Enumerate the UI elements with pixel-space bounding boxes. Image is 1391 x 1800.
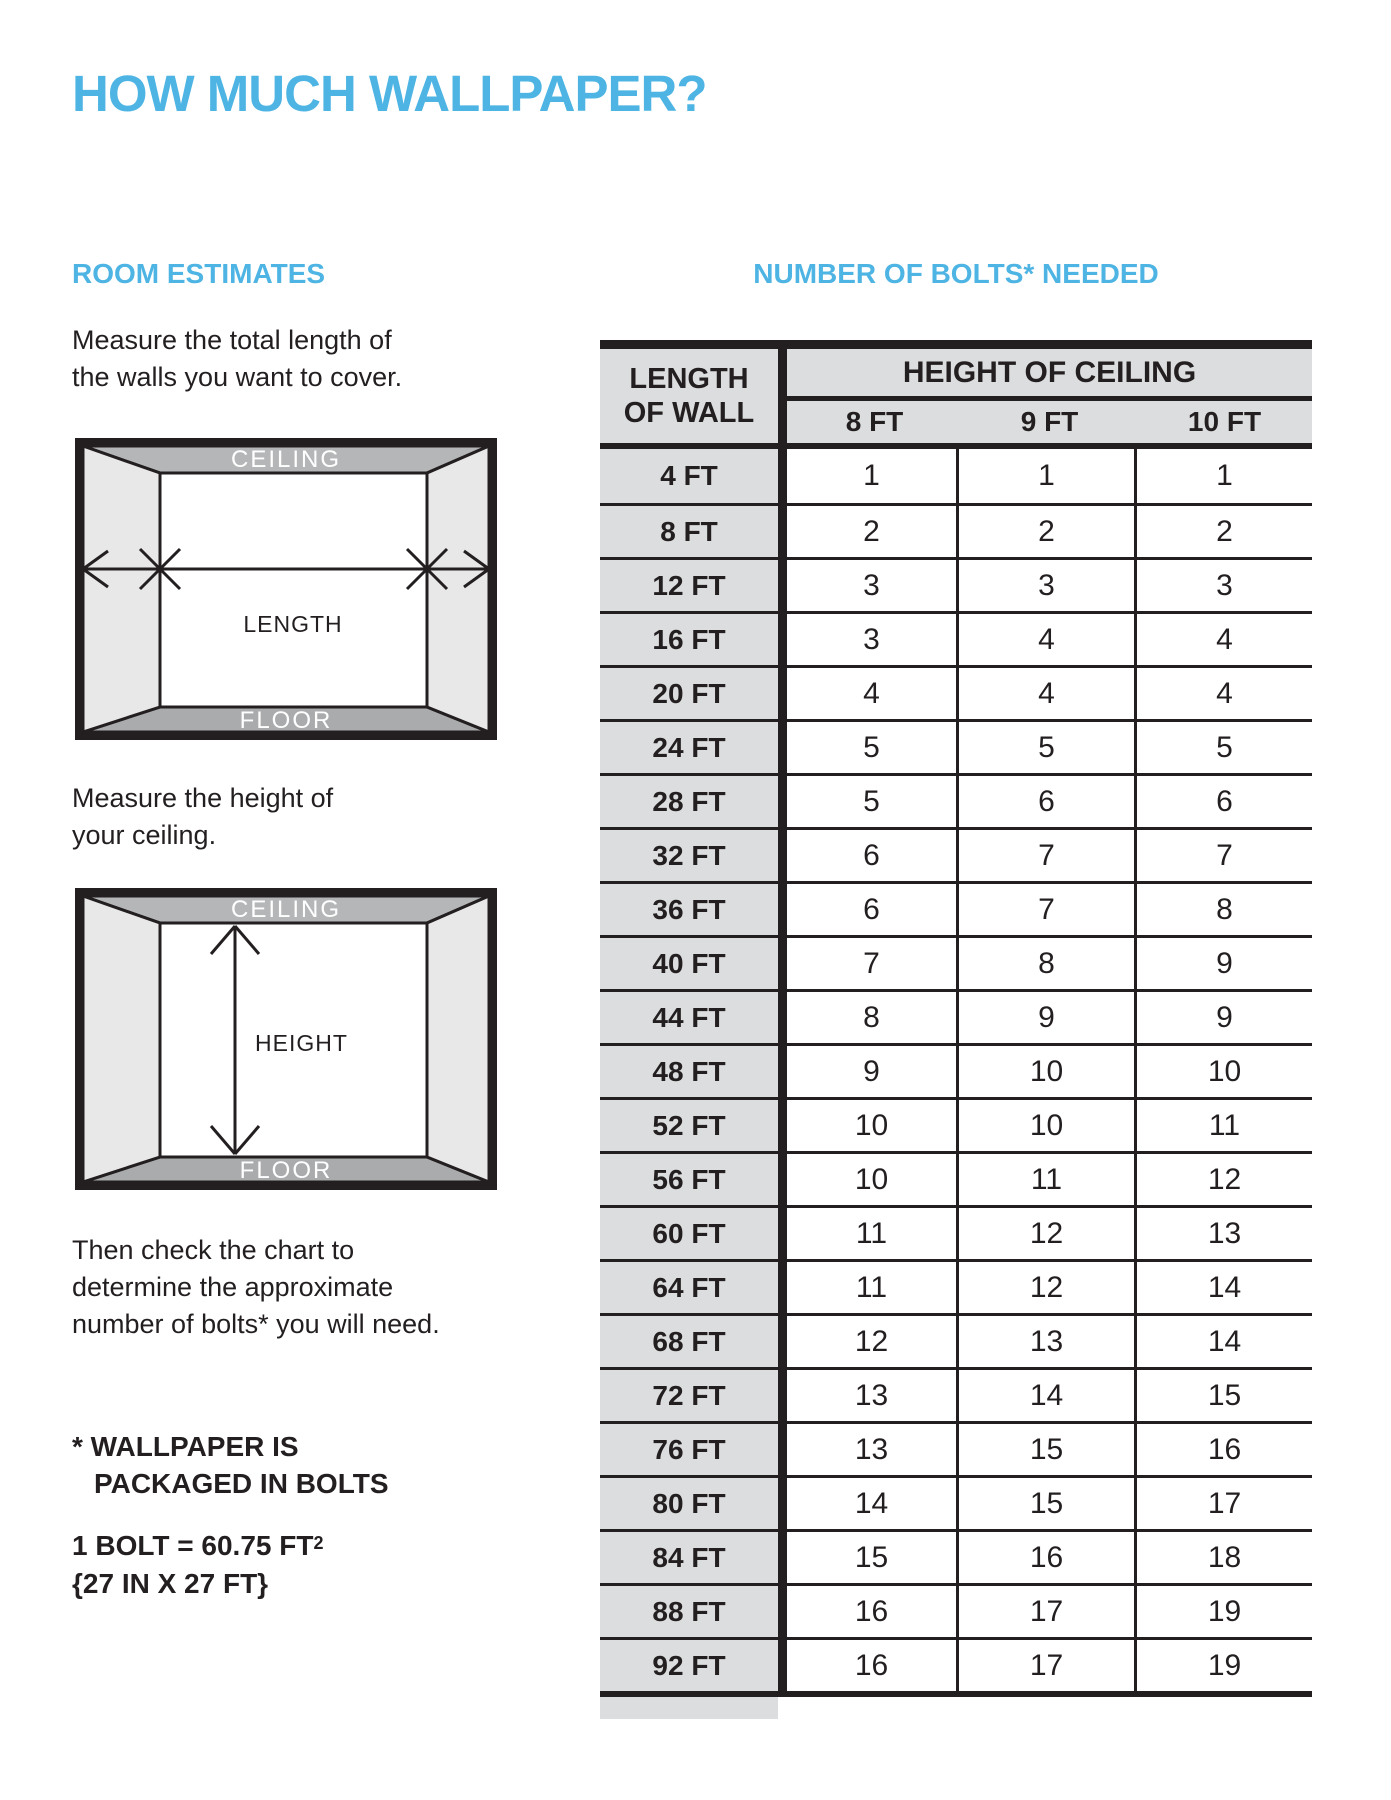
bolt-count-cell: 8 xyxy=(778,992,956,1043)
bolt-count-cell: 6 xyxy=(1134,776,1312,827)
bolt-count-cell: 7 xyxy=(1134,830,1312,881)
wall-length-cell: 68 FT xyxy=(600,1316,778,1367)
table-row xyxy=(600,1529,1312,1583)
right-wall-panel xyxy=(427,446,489,732)
bolts-table xyxy=(600,340,1312,1719)
column-header-9ft: 9 FT xyxy=(1020,406,1079,437)
table-row xyxy=(600,719,1312,773)
text-line: Measure the total length of xyxy=(72,325,392,355)
bolt-size-line xyxy=(72,1524,323,1565)
table-row xyxy=(600,1151,1312,1205)
bolt-count-cell: 16 xyxy=(1134,1424,1312,1475)
text-line: determine the approximate xyxy=(72,1272,394,1302)
table-row xyxy=(600,449,1312,503)
bolt-count-cell: 6 xyxy=(778,884,956,935)
room-height-diagram xyxy=(75,888,497,1190)
table-row xyxy=(600,1313,1312,1367)
bolt-count-cell: 3 xyxy=(778,560,956,611)
bolt-count-cell: 7 xyxy=(778,938,956,989)
bolt-count-cell: 7 xyxy=(956,884,1134,935)
wall-length-cell: 40 FT xyxy=(600,938,778,989)
wall-length-cell: 8 FT xyxy=(600,506,778,557)
text-line: number of bolts* you will need. xyxy=(72,1309,440,1339)
ceiling-label: CEILING xyxy=(230,446,342,473)
text-line: PACKAGED IN BOLTS xyxy=(94,1468,389,1499)
text-line: Measure the height of xyxy=(72,783,334,813)
wall-length-cell: 16 FT xyxy=(600,614,778,665)
wall-length-cell: 56 FT xyxy=(600,1154,778,1205)
bolt-count-cell: 18 xyxy=(1134,1532,1312,1583)
wall-length-cell: 92 FT xyxy=(600,1640,778,1691)
wall-length-cell: 88 FT xyxy=(600,1586,778,1637)
table-row xyxy=(600,557,1312,611)
bolt-count-cell: 1 xyxy=(1134,449,1312,503)
header-line: OF WALL xyxy=(623,397,755,429)
bolt-count-cell: 16 xyxy=(956,1532,1134,1583)
table-row xyxy=(600,1259,1312,1313)
table-bottom-gray-strip xyxy=(600,1697,778,1719)
bolt-count-cell: 15 xyxy=(778,1532,956,1583)
page-title: HOW MUCH WALLPAPER? xyxy=(72,65,707,122)
bolt-count-cell: 13 xyxy=(1134,1208,1312,1259)
length-of-wall-header xyxy=(600,349,778,443)
ceiling-height-subheaders xyxy=(787,401,1312,443)
bolt-count-cell: 9 xyxy=(956,992,1134,1043)
table-row xyxy=(600,935,1312,989)
bolt-count-cell: 3 xyxy=(1134,560,1312,611)
table-row xyxy=(600,1097,1312,1151)
wall-length-cell: 60 FT xyxy=(600,1208,778,1259)
squared-superscript: 2 xyxy=(313,1533,324,1553)
bolt-count-cell: 19 xyxy=(1134,1586,1312,1637)
floor-label: FLOOR xyxy=(239,707,333,734)
text-line: Then check the chart to xyxy=(72,1235,355,1265)
left-wall-panel xyxy=(83,446,160,732)
bolt-count-cell: 12 xyxy=(1134,1154,1312,1205)
table-row xyxy=(600,1205,1312,1259)
bolt-count-cell: 8 xyxy=(956,938,1134,989)
bolt-count-cell: 13 xyxy=(956,1316,1134,1367)
bolt-equation xyxy=(72,1524,323,1603)
bolt-size-text: 1 BOLT = 60.75 FT xyxy=(72,1530,314,1561)
bolt-count-cell: 17 xyxy=(956,1586,1134,1637)
left-wall-panel xyxy=(83,896,160,1182)
bolt-count-cell: 10 xyxy=(778,1154,956,1205)
wall-length-cell: 4 FT xyxy=(600,449,778,503)
bolt-count-cell: 5 xyxy=(778,722,956,773)
room-length-diagram xyxy=(75,438,497,740)
bolt-count-cell: 4 xyxy=(1134,614,1312,665)
table-row xyxy=(600,1637,1312,1691)
table-row xyxy=(600,611,1312,665)
column-header-8ft: 8 FT xyxy=(845,406,904,437)
measure-height-paragraph xyxy=(72,780,333,854)
wall-length-cell: 72 FT xyxy=(600,1370,778,1421)
column-header-10ft: 10 FT xyxy=(1187,406,1262,437)
bolt-count-cell: 16 xyxy=(778,1640,956,1691)
bolt-count-cell: 6 xyxy=(778,830,956,881)
wall-length-cell: 84 FT xyxy=(600,1532,778,1583)
wall-length-cell: 32 FT xyxy=(600,830,778,881)
bolt-count-cell: 17 xyxy=(956,1640,1134,1691)
bolt-count-cell: 15 xyxy=(956,1478,1134,1529)
wall-length-cell: 24 FT xyxy=(600,722,778,773)
table-row xyxy=(600,1043,1312,1097)
bolt-count-cell: 11 xyxy=(1134,1100,1312,1151)
bolt-dimensions-line: {27 IN X 27 FT} xyxy=(72,1568,269,1599)
bolt-count-cell: 1 xyxy=(778,449,956,503)
wall-length-cell: 28 FT xyxy=(600,776,778,827)
wall-length-cell: 48 FT xyxy=(600,1046,778,1097)
table-row xyxy=(600,665,1312,719)
table-row xyxy=(600,773,1312,827)
bolt-count-cell: 10 xyxy=(956,1046,1134,1097)
bolt-count-cell: 14 xyxy=(1134,1262,1312,1313)
bolt-count-cell: 12 xyxy=(956,1208,1134,1259)
bolt-count-cell: 2 xyxy=(956,506,1134,557)
bolt-count-cell: 3 xyxy=(778,614,956,665)
table-header xyxy=(600,349,1312,449)
height-label: HEIGHT xyxy=(255,1030,348,1056)
check-chart-paragraph xyxy=(72,1232,440,1343)
bolt-count-cell: 11 xyxy=(778,1208,956,1259)
bolt-count-cell: 4 xyxy=(1134,668,1312,719)
bolt-count-cell: 13 xyxy=(778,1424,956,1475)
bolt-count-cell: 10 xyxy=(778,1100,956,1151)
bolt-count-cell: 4 xyxy=(778,668,956,719)
table-row xyxy=(600,989,1312,1043)
bolt-count-cell: 14 xyxy=(1134,1316,1312,1367)
wall-length-cell: 64 FT xyxy=(600,1262,778,1313)
bolt-count-cell: 14 xyxy=(956,1370,1134,1421)
table-row xyxy=(600,1367,1312,1421)
bolt-count-cell: 11 xyxy=(778,1262,956,1313)
bolt-count-cell: 5 xyxy=(1134,722,1312,773)
back-wall-panel xyxy=(160,473,427,707)
table-top-border xyxy=(600,340,1312,349)
bolt-count-cell: 16 xyxy=(778,1586,956,1637)
table-row xyxy=(600,1475,1312,1529)
wall-length-cell: 20 FT xyxy=(600,668,778,719)
bolts-needed-heading: NUMBER OF BOLTS* NEEDED xyxy=(753,258,1159,289)
text-line: * WALLPAPER IS xyxy=(72,1431,299,1462)
wall-length-cell: 12 FT xyxy=(600,560,778,611)
room-estimates-heading: ROOM ESTIMATES xyxy=(72,258,326,289)
bolt-count-cell: 15 xyxy=(956,1424,1134,1475)
right-wall-panel xyxy=(427,896,489,1182)
text-line: your ceiling. xyxy=(72,820,217,850)
bolt-count-cell: 10 xyxy=(956,1100,1134,1151)
bolt-count-cell: 9 xyxy=(778,1046,956,1097)
bolt-count-cell: 5 xyxy=(778,776,956,827)
bolt-count-cell: 19 xyxy=(1134,1640,1312,1691)
bolt-count-cell: 12 xyxy=(778,1316,956,1367)
table-row xyxy=(600,827,1312,881)
table-body xyxy=(600,449,1312,1697)
bolt-count-cell: 4 xyxy=(956,614,1134,665)
bolt-count-cell: 5 xyxy=(956,722,1134,773)
floor-label: FLOOR xyxy=(239,1157,333,1184)
header-line: LENGTH xyxy=(629,363,749,395)
bolt-count-cell: 2 xyxy=(778,506,956,557)
wall-length-cell: 36 FT xyxy=(600,884,778,935)
wall-length-cell: 80 FT xyxy=(600,1478,778,1529)
wall-length-cell: 76 FT xyxy=(600,1424,778,1475)
bolt-count-cell: 11 xyxy=(956,1154,1134,1205)
table-row xyxy=(600,1421,1312,1475)
text-line: the walls you want to cover. xyxy=(72,362,403,392)
table-row xyxy=(600,1583,1312,1637)
bolt-count-cell: 14 xyxy=(778,1478,956,1529)
bolt-count-cell: 12 xyxy=(956,1262,1134,1313)
bolt-count-cell: 4 xyxy=(956,668,1134,719)
bolt-count-cell: 13 xyxy=(778,1370,956,1421)
bolt-count-cell: 15 xyxy=(1134,1370,1312,1421)
measure-length-paragraph xyxy=(72,322,402,396)
table-row xyxy=(600,503,1312,557)
bolts-footnote xyxy=(72,1428,389,1502)
bolt-count-cell: 9 xyxy=(1134,992,1312,1043)
height-of-ceiling-group xyxy=(778,349,1312,443)
bolt-count-cell: 8 xyxy=(1134,884,1312,935)
bolt-count-cell: 10 xyxy=(1134,1046,1312,1097)
bolt-count-cell: 7 xyxy=(956,830,1134,881)
height-of-ceiling-header: HEIGHT OF CEILING xyxy=(787,349,1312,401)
wall-length-cell: 44 FT xyxy=(600,992,778,1043)
table-row xyxy=(600,881,1312,935)
ceiling-label: CEILING xyxy=(230,896,342,923)
bolt-count-cell: 6 xyxy=(956,776,1134,827)
bolt-count-cell: 9 xyxy=(1134,938,1312,989)
bolt-count-cell: 3 xyxy=(956,560,1134,611)
length-label: LENGTH xyxy=(243,611,343,637)
bolt-count-cell: 2 xyxy=(1134,506,1312,557)
bolt-count-cell: 17 xyxy=(1134,1478,1312,1529)
bolt-count-cell: 1 xyxy=(956,449,1134,503)
wall-length-cell: 52 FT xyxy=(600,1100,778,1151)
